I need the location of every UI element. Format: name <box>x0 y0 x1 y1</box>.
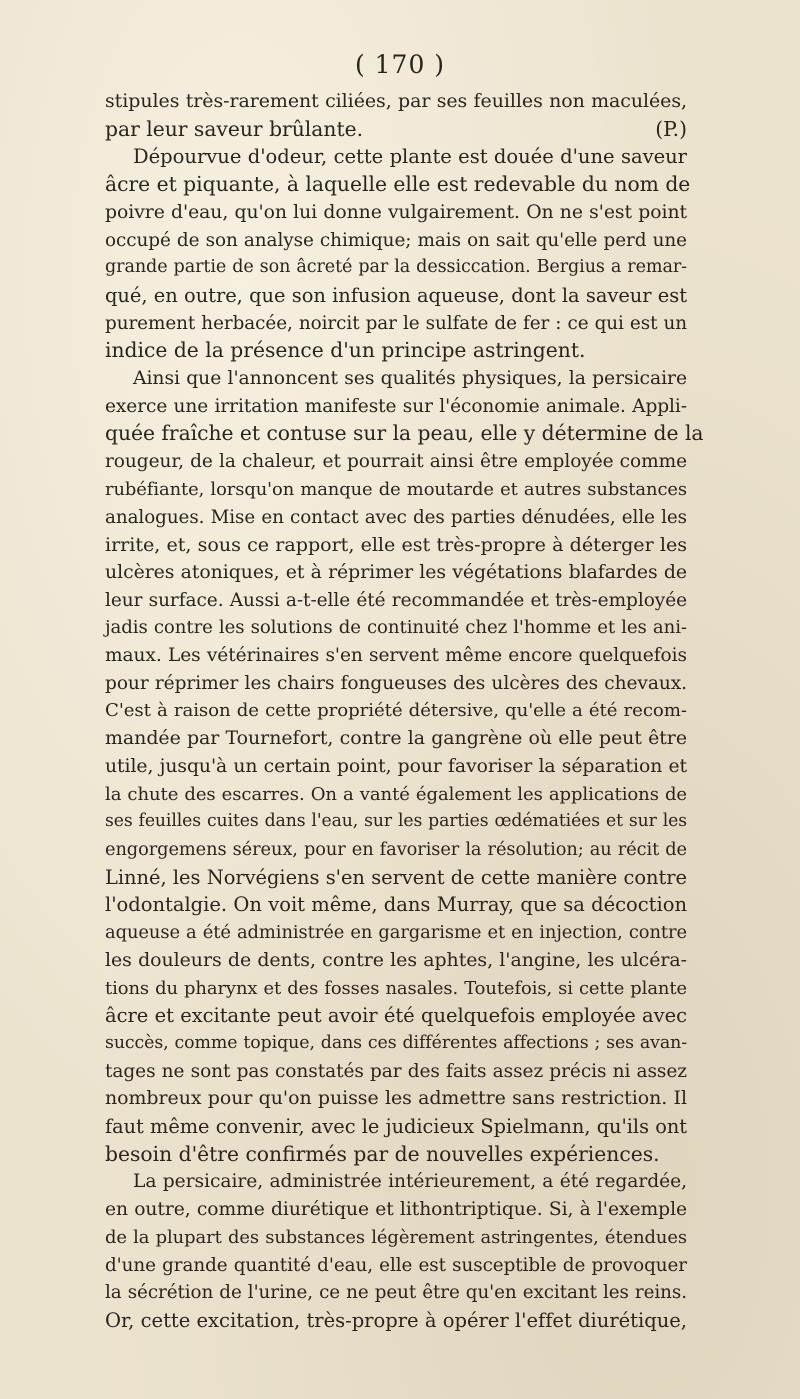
text-line: rubéfiante, lorsqu'on manque de moutarde et autres substances <box>105 478 687 500</box>
text-line: pour réprimer les chairs fongueuses des ulcères des chevaux. <box>105 672 687 694</box>
text-line: occupé de son analyse chimique; mais on sait qu'elle perd une <box>105 229 687 251</box>
page-number: ( 170 ) <box>354 50 446 79</box>
text-line: d'une grande quantité d'eau, elle est susceptible de provoquer <box>105 1254 687 1276</box>
text-line: exerce une irritation manifeste sur l'économie animale. Appli- <box>105 395 687 417</box>
text-line: poivre d'eau, qu'on lui donne vulgairement. On ne s'est point <box>105 201 687 223</box>
paragraph-3 <box>105 365 704 1168</box>
text-line: en outre, comme diurétique et lithontriptique. Si, à l'exemple <box>105 1199 687 1221</box>
text-line: stipules très-rarement ciliées, par ses feuilles non maculées, <box>105 90 687 112</box>
text-line: qué, en outre, que son infusion aqueuse, dont la saveur est <box>105 283 687 307</box>
text-line: engorgemens séreux, pour en favoriser la résolution; au récit de <box>105 838 687 860</box>
text-line: grande partie de son âcreté par la dessiccation. Bergius a remar- <box>105 257 687 278</box>
text-line: jadis contre les solutions de continuité chez l'homme et les ani- <box>105 617 687 639</box>
text-line: Linné, les Norvégiens s'en servent de cette manière contre <box>105 865 687 889</box>
text-line: irrite, et, sous ce rapport, elle est très-propre à déterger les <box>105 533 687 557</box>
text-line: purement herbacée, noircit par le sulfate de fer : ce qui est un <box>105 312 687 334</box>
text-line: C'est à raison de cette propriété détersive, qu'elle a été recom- <box>105 700 687 722</box>
text-line: utile, jusqu'à un certain point, pour favoriser la séparation et <box>105 755 687 777</box>
body-text <box>105 88 704 1335</box>
text-line: rougeur, de la chaleur, et pourrait ainsi être employée comme <box>105 451 687 473</box>
text-line: tages ne sont pas constatés par des faits assez précis ni assez <box>105 1060 687 1082</box>
paragraph-2 <box>105 143 691 365</box>
text-line: nombreux pour qu'on puisse les admettre sans restriction. Il <box>105 1087 687 1110</box>
text-line: succès, comme topique, dans ces différentes affections ; ses avan- <box>105 1032 687 1053</box>
text-line: ulcères atoniques, et à réprimer les végétations blafardes de <box>105 561 687 583</box>
paragraph-4 <box>105 1168 687 1334</box>
text-line: leur surface. Aussi a-t-elle été recommandée et très-employée <box>105 589 687 611</box>
text-line: aqueuse a été administrée en gargarisme et en injection, contre <box>105 922 687 944</box>
text-line: besoin d'être confirmés par de nouvelles expériences. <box>105 1141 660 1166</box>
text-line: quée fraîche et contuse sur la peau, elle y détermine de la <box>105 421 704 446</box>
text-line: ses feuilles cuites dans l'eau, sur les parties œdématiées et sur les <box>105 811 687 832</box>
text-line: la sécrétion de l'urine, ce ne peut être qu'en excitant les reins. <box>105 1282 687 1304</box>
text-line: maux. Les vétérinaires s'en servent même encore quelquefois <box>105 645 687 667</box>
text-line: mandée par Tournefort, contre la gangrène où elle peut être <box>105 727 687 750</box>
text-line: par leur saveur brûlante. <box>105 116 364 141</box>
text-line: tions du pharynx et des fosses nasales. Toutefois, si cette plante <box>105 977 687 999</box>
author-signature: (P.) <box>655 116 687 141</box>
text-line: Dépourvue d'odeur, cette plante est douée d'une saveur <box>133 145 687 169</box>
text-line: les douleurs de dents, contre les aphtes, l'angine, les ulcéra- <box>105 948 687 971</box>
text-line: La persicaire, administrée intérieurement, a été regardée, <box>133 1171 687 1193</box>
text-line: de la plupart des substances légèrement astringentes, étendues <box>105 1226 687 1248</box>
text-line: âcre et piquante, à laquelle elle est redevable du nom de <box>105 172 691 197</box>
text-line: la chute des escarres. On a vanté également les applications de <box>105 783 687 805</box>
text-line: indice de la présence d'un principe astringent. <box>105 338 586 363</box>
text-line: Ainsi que l'annoncent ses qualités physiques, la persicaire <box>133 368 687 390</box>
text-line: Or, cette excitation, très-propre à opérer l'effet diurétique, <box>105 1308 687 1332</box>
text-line: analogues. Mise en contact avec des parties dénudées, elle les <box>105 506 687 528</box>
paragraph-1 <box>105 88 687 143</box>
text-line: âcre et excitante peut avoir été quelquefois employée avec <box>105 1004 687 1028</box>
text-line: l'odontalgie. On voit même, dans Murray, que sa décoction <box>105 893 687 917</box>
text-line-with-signature <box>105 116 687 144</box>
text-line: faut même convenir, avec le judicieux Spielmann, qu'ils ont <box>105 1115 687 1139</box>
